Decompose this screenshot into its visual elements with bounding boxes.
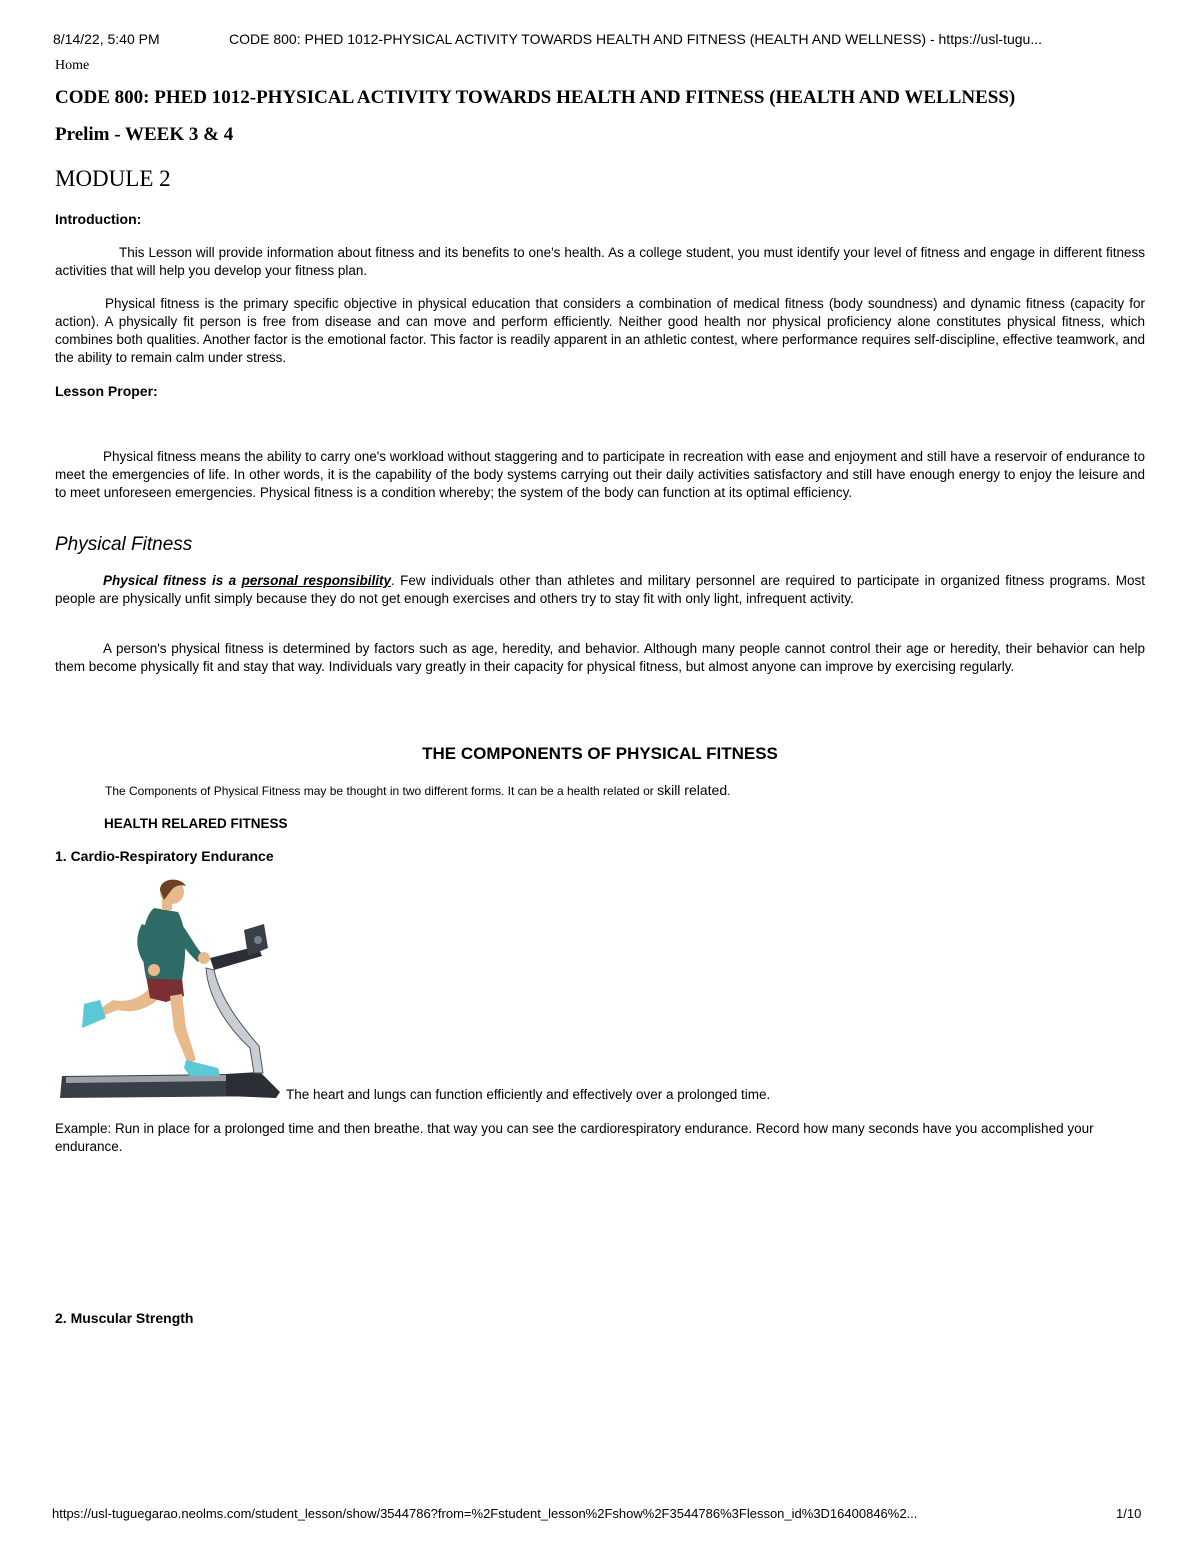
print-footer-url: https://usl-tuguegarao.neolms.com/student_lesson/show/3544786?from=%2Fstudent_lesson%2Fshow%2F3544786%3Flesson_id%3D16400846%2...: [52, 1506, 918, 1521]
print-title: CODE 800: PHED 1012-PHYSICAL ACTIVITY TOWARDS HEALTH AND FITNESS (HEALTH AND WELLNESS) - https://usl-tugu...: [229, 31, 1043, 47]
health-related-heading: HEALTH RELARED FITNESS: [104, 816, 288, 831]
physical-fitness-paragraph-2: A person's physical fitness is determined by factors such as age, heredity, and behavior. Although many people cannot control their age or heredity, their behavior can help them become physically fit and stay that way. Individuals vary greatly in their capacity for physical fitness, but almost anyone can improve by exercising regularly.: [55, 641, 1145, 674]
lead-rest-text: . Few individuals other than athletes and military personnel are required to participate in organized fitness programs. Most people are physically unfit simply because they do not get enough exercises and others try to stay fit with only light, infrequent activity.: [55, 573, 1145, 606]
components-intro-period: .: [727, 784, 731, 798]
lead-bold-text: Physical fitness is a: [103, 573, 242, 588]
components-heading: THE COMPONENTS OF PHYSICAL FITNESS: [422, 744, 778, 763]
skill-related-text: skill related: [657, 782, 728, 798]
lesson-proper-heading: Lesson Proper:: [55, 383, 158, 399]
physical-fitness-paragraph-1: [55, 572, 1145, 608]
module-heading: MODULE 2: [55, 166, 171, 191]
page-title: CODE 800: PHED 1012-PHYSICAL ACTIVITY TOWARDS HEALTH AND FITNESS (HEALTH AND WELLNESS): [55, 87, 1016, 108]
components-intro-text: The Components of Physical Fitness may be thought in two different forms. It can be a health related or: [105, 784, 658, 798]
page-subtitle: Prelim - WEEK 3 & 4: [55, 124, 234, 145]
print-datetime: 8/14/22, 5:40 PM: [53, 31, 160, 47]
introduction-heading: Introduction:: [55, 211, 142, 227]
personal-responsibility-text: personal responsibility: [241, 573, 391, 588]
introduction-paragraph-2: Physical fitness is the primary specific objective in physical education that considers a combination of medical fitness (body soundness) and dynamic fitness (capacity for action). A physically fit person is free from disease and can move and perform efficiently. Neither good health nor physical proficiency alone constitutes physical fitness, which combines both qualities. Another factor is the emotional factor. This factor is readily apparent in an athletic contest, where performance requires self-discipline, effective teamwork, and the ability to remain calm under stress.: [55, 296, 1145, 365]
home-link[interactable]: Home: [55, 58, 90, 73]
physical-fitness-heading: Physical Fitness: [55, 534, 193, 555]
item-1-example: Example: Run in place for a prolonged time and then breathe. that way you can see the cardiorespiratory endurance. Record how many seconds have you accomplished your endurance.: [55, 1121, 1094, 1154]
components-intro: [105, 782, 730, 798]
print-page-number: 1/10: [1116, 1506, 1142, 1521]
item-1-title: 1. Cardio-Respiratory Endurance: [55, 848, 274, 864]
introduction-paragraph-1: This Lesson will provide information about fitness and its benefits to one's health. As a college student, you must identify your level of fitness and engage in different fitness activities that will help you develop your fitness plan.: [55, 245, 1145, 278]
lesson-proper-paragraph: Physical fitness means the ability to carry one's workload without staggering and to participate in recreation with ease and enjoyment and still have a reservoir of endurance to meet the emergencies of life. In other words, it is the capability of the body systems carrying out their daily activities satisfactory and still have enough energy to enjoy the leisure and to meet unforeseen emergencies. Physical fitness is a condition whereby; the system of the body can function at its optimal efficiency.: [55, 449, 1145, 500]
item-1-caption: The heart and lungs can function efficiently and effectively over a prolonged time.: [286, 1087, 771, 1102]
item-2-title: 2. Muscular Strength: [55, 1310, 194, 1326]
treadmill-runner-image: [58, 878, 284, 1100]
